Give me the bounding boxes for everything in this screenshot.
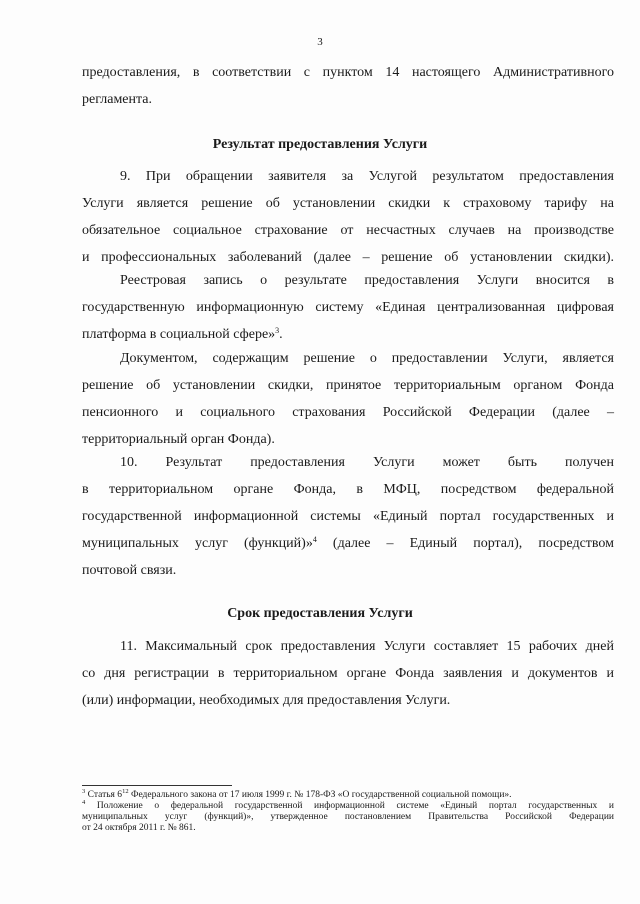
p10-line-5: почтовой связи.	[82, 563, 177, 578]
intro-paragraph	[82, 66, 614, 120]
paragraph-11	[82, 640, 614, 721]
footnote-4-mark: 4	[82, 799, 86, 806]
p11-line-3: (или) информации, необходимых для предоставления Услуги.	[82, 693, 451, 708]
p10-line-2: в территориальном органе Фонда, в МФЦ, посредством федеральной	[82, 482, 614, 497]
footnote-3	[82, 790, 614, 801]
footnote-3-text-a: Статья 6	[87, 790, 123, 800]
footnote-4-line-2: муниципальных услуг (функций)», утвержденное постановлением Правительства Российской Федерации	[82, 812, 614, 822]
section-heading-result: Результат предоставления Услуги	[212, 137, 428, 152]
footnote-4-line-1	[82, 801, 614, 812]
intro-line-1: предоставления, в соответствии с пунктом 14 настоящего Административного	[82, 65, 614, 80]
registry-line-1: Реестровая запись о результате предоставления Услуги вносится в	[120, 273, 614, 288]
footnote-ref-3: 3	[275, 326, 280, 335]
footnote-4-text-1: Положение о федеральной государственной информационной системе «Единый портал государственных и	[96, 801, 615, 811]
footnote-4-line-3: от 24 октября 2011 г. № 861.	[82, 823, 196, 833]
p10-line-1: 10. Результат предоставления Услуги может быть получен	[120, 455, 614, 470]
paragraph-registry	[82, 274, 614, 355]
registry-line-3-end: .	[279, 327, 283, 342]
p9-line-3: обязательное социальное страхование от несчастных случаев на производстве	[82, 223, 614, 238]
p11-line-1: 11. Максимальный срок предоставления Услуги составляет 15 рабочих дней	[120, 639, 614, 654]
p9-line-1: 9. При обращении заявителя за Услугой результатом предоставления	[120, 169, 614, 184]
footnote-separator	[82, 785, 232, 786]
p10-line-4	[82, 537, 614, 564]
registry-line-3-text: платформа в социальной сфере»	[82, 327, 276, 342]
document-line-1: Документом, содержащим решение о предоставлении Услуги, является	[120, 351, 614, 366]
footnote-3-text-b: Федерального закона от 17 июля 1999 г. № 178-ФЗ «О государственной социальной помощи».	[130, 790, 512, 800]
registry-line-2: государственную информационную систему «Единая централизованная цифровая	[82, 300, 614, 315]
intro-line-2: регламента.	[82, 92, 153, 107]
document-line-2: решение об установлении скидки, принятое территориальным органом Фонда	[82, 378, 614, 393]
paragraph-9	[82, 170, 614, 278]
page-number: 3	[317, 36, 323, 48]
section-heading-term: Срок предоставления Услуги	[227, 606, 413, 621]
paragraph-10	[82, 456, 614, 591]
footnote-3-mark: 3	[82, 788, 86, 795]
document-line-3: пенсионного и социального страхования Российской Федерации (далее –	[82, 405, 614, 420]
footnotes	[82, 790, 614, 834]
document-line-4: территориальный орган Фонда).	[82, 432, 275, 447]
p9-line-2: Услуги является решение об установлении скидки к страховому тарифу на	[82, 196, 614, 211]
p10-line-3: государственной информационной системы «Единый портал государственных и	[82, 509, 614, 524]
p11-line-2: со дня регистрации в территориальном органе Фонда заявления и документов и	[82, 666, 614, 681]
footnote-3-sup: 12	[122, 788, 129, 795]
p10-line-4-text-b: (далее – Единый портал), посредством	[332, 536, 615, 551]
footnote-ref-4: 4	[312, 535, 317, 544]
paragraph-document	[82, 352, 614, 460]
p9-line-4: и профессиональных заболеваний (далее – решение об установлении скидки).	[82, 250, 614, 265]
p10-line-4-text-a: муниципальных услуг (функций)»	[82, 536, 313, 551]
